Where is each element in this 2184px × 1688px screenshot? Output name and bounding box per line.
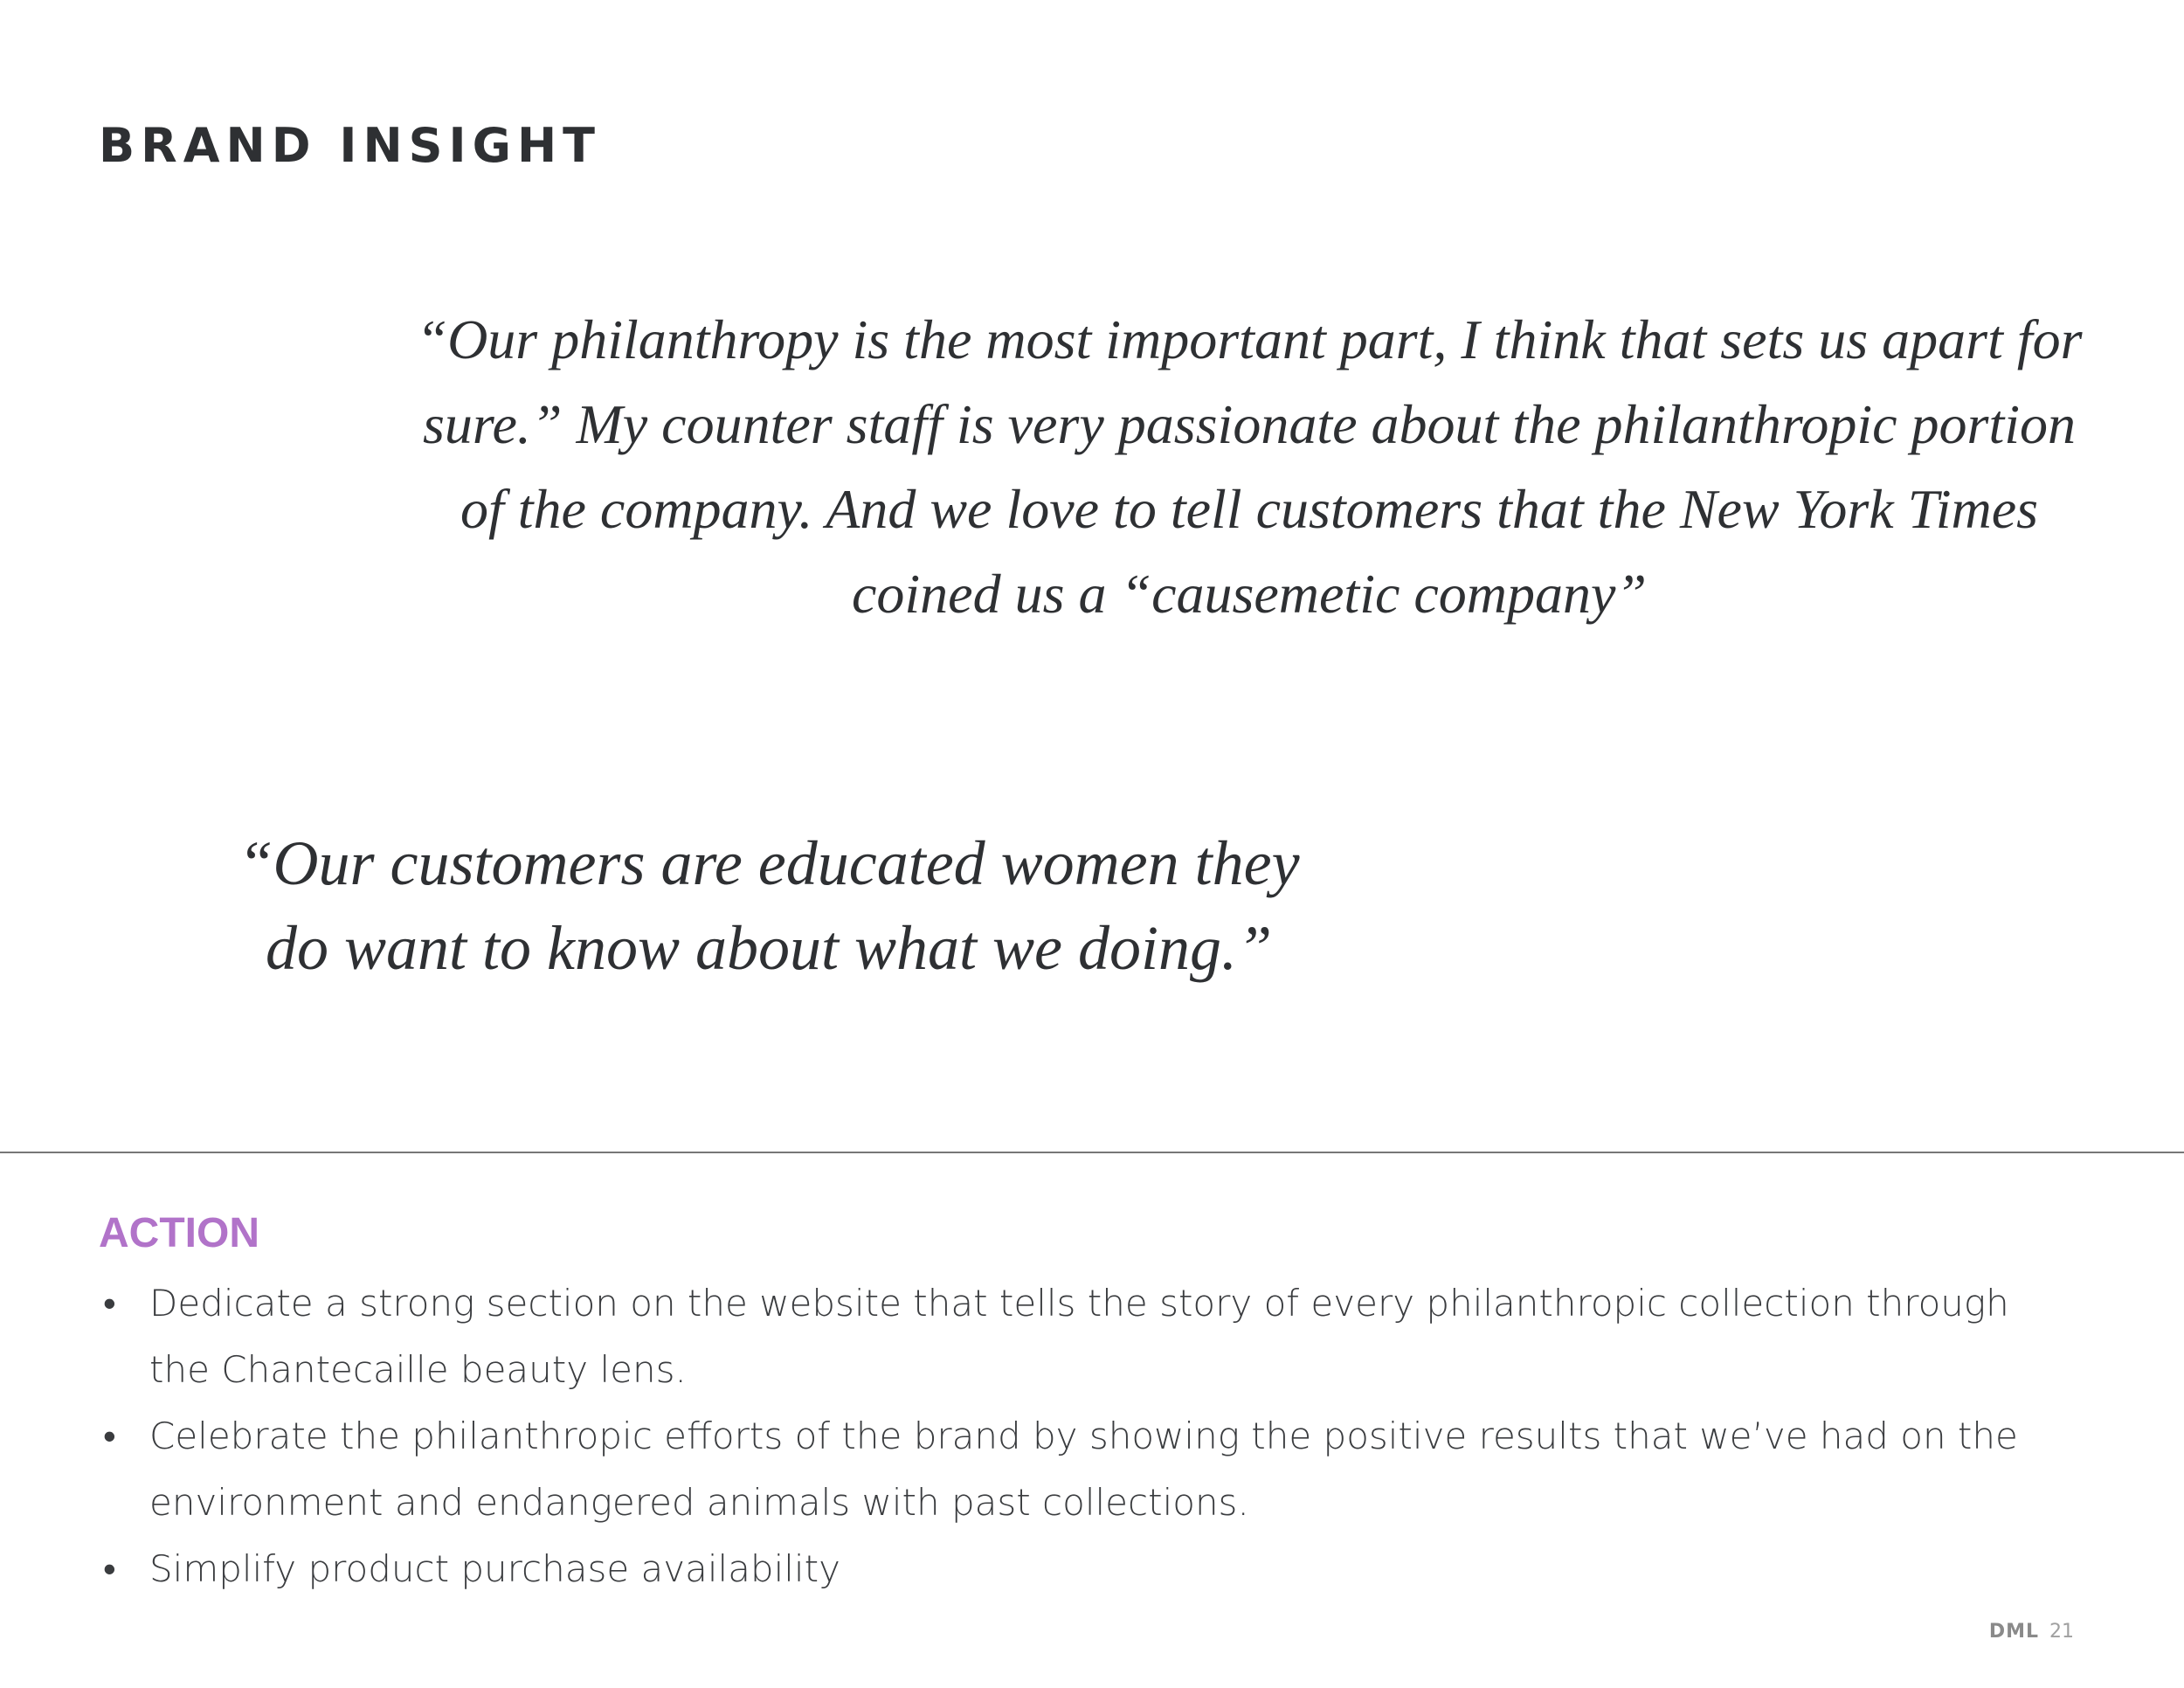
- action-list: [99, 1270, 2064, 1602]
- bullet-icon: •: [103, 1547, 116, 1590]
- section-divider: [0, 1152, 2184, 1153]
- bullet-icon: •: [103, 1415, 116, 1457]
- action-item: [99, 1536, 2064, 1602]
- page-title: BRAND INSIGHT: [99, 118, 601, 173]
- action-item-text: Dedicate a strong section on the website that tells the story of every philanthropic collection through the Chantecaille beauty lens.: [149, 1282, 2009, 1391]
- action-item-text: Simplify product purchase availability: [149, 1547, 840, 1590]
- quote-customers: “Our customers are educated women they do want to know about what we doing.”: [238, 828, 1300, 983]
- action-item: [99, 1403, 2064, 1536]
- action-heading: ACTION: [99, 1210, 259, 1256]
- bullet-icon: •: [103, 1282, 116, 1325]
- action-item: [99, 1270, 2064, 1403]
- footer-brand-logo: DML: [1988, 1621, 2039, 1643]
- action-item-text: Celebrate the philanthropic efforts of the brand by showing the positive results that we’ve had on the environment and endangered animals with past collections.: [149, 1415, 2018, 1524]
- quote-philanthropy: “Our philanthropy is the most important part, I think that sets us apart for sure.” My counter staff is very passionate about the philanthropic portion of the company. And we love to tell customers that the New York Times coined us a “causemetic company”: [416, 308, 2083, 625]
- page-number: 21: [2049, 1621, 2074, 1643]
- page-footer: [1989, 1622, 2074, 1642]
